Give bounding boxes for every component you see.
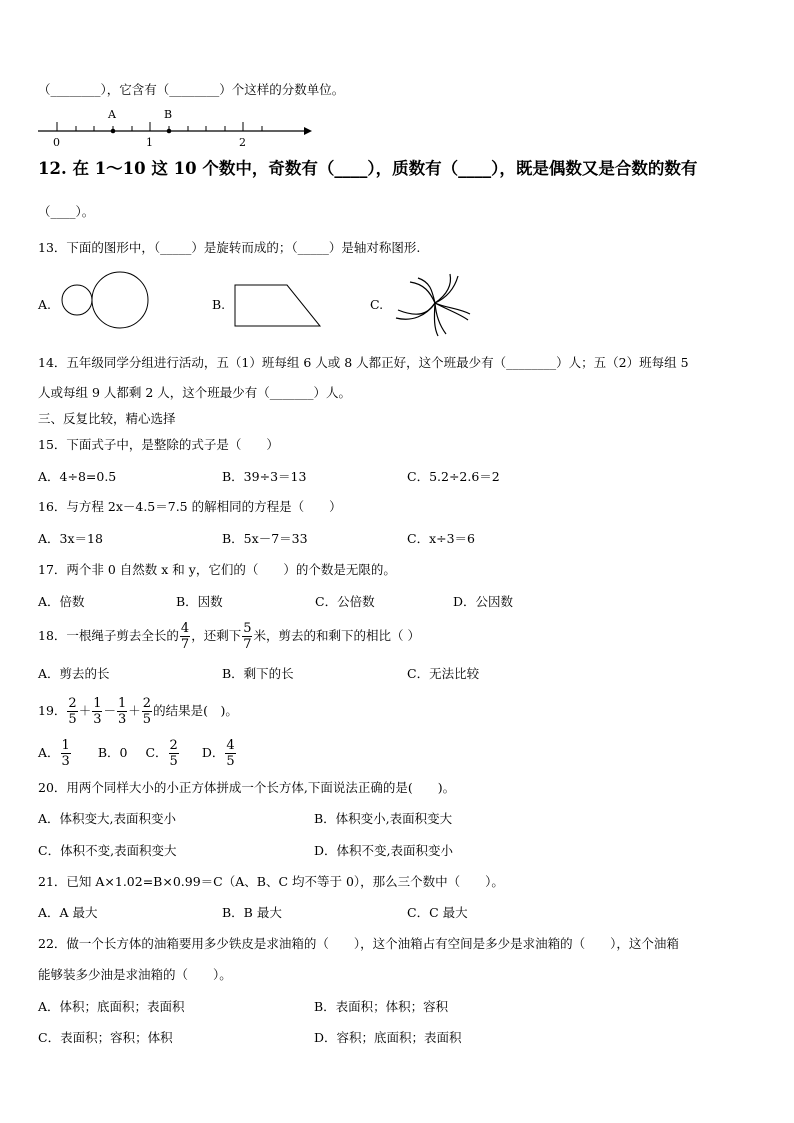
- q19-option-b-label: B．: [97, 745, 120, 760]
- fraction-5-7: $\frac{5}{7}$: [243, 621, 252, 652]
- q15-option-c: C．5.2÷2.6＝2: [407, 469, 500, 484]
- q11-line1: （________），它含有（________）个这样的分数单位。: [38, 82, 345, 97]
- minus-sign: －: [103, 703, 116, 718]
- q17-stem: 17．两个非 0 自然数 x 和 y，它们的（ ）的个数是无限的。: [38, 562, 396, 577]
- q22-line2: 能够装多少油是求油箱的（ ）。: [38, 967, 232, 982]
- q18-text-mid: ，还剩下: [191, 628, 242, 643]
- q20-option-d: D．体积不变,表面积变小: [314, 843, 453, 858]
- q13-option-c: C.: [370, 297, 384, 312]
- pinwheel-figure: [390, 270, 480, 340]
- q16-option-b: B．5x－7＝33: [222, 531, 308, 546]
- q17-option-c: C．公倍数: [315, 594, 375, 609]
- trapezoid-figure: [232, 280, 332, 340]
- q18-option-b: B．剩下的长: [222, 666, 294, 681]
- q20-stem: 20．用两个同样大小的小正方体拼成一个长方体,下面说法正确的是( )。: [38, 780, 456, 795]
- tick-label-1: 1: [146, 136, 153, 149]
- q19-option-a-label: A．: [38, 745, 60, 760]
- q19-options: [38, 736, 237, 770]
- q19-number: 19．: [38, 703, 67, 718]
- fraction: $\frac{1}{3}$: [118, 696, 127, 727]
- q15-option-a: A．4÷8=0.5: [38, 469, 117, 484]
- q18-text-pre: 18．一根绳子剪去全长的: [38, 628, 179, 643]
- q19-stem: [38, 694, 238, 728]
- q22-line1: 22．做一个长方体的油箱要用多少铁皮是求油箱的（ ），这个油箱占有空间是多少是求油箱的（ ），这个油箱: [38, 936, 679, 951]
- q14-line1: 14．五年级同学分组进行活动，五（1）班每组 6 人或 8 人都正好，这个班最少有（________）人；五（2）班每组 5: [38, 355, 689, 370]
- point-b-label: B: [164, 108, 173, 121]
- q22-option-d: D．容积；底面积；表面积: [314, 1030, 462, 1045]
- q13-stem: 13．下面的图形中，（_____）是旋转而成的；（_____）是轴对称图形.: [38, 240, 421, 255]
- q16-option-a: A．3x＝18: [38, 531, 103, 546]
- q19-text-post: 的结果是( )。: [153, 703, 238, 718]
- number-line: [0, 104, 794, 154]
- fraction: $\frac{2}{5}$: [169, 738, 178, 769]
- fraction: $\frac{1}{3}$: [61, 738, 70, 769]
- q22-option-b: B．表面积；体积；容积: [314, 999, 449, 1014]
- q14-line2: 人或每组 9 人都剩 2 人，这个班最少有（_______）人。: [38, 385, 352, 400]
- q13-option-a: A.: [38, 297, 52, 312]
- plus-sign: ＋: [78, 703, 92, 718]
- q18-text-post: 米，剪去的和剩下的相比（ ）: [253, 628, 420, 643]
- q20-option-c: C．体积不变,表面积变大: [38, 843, 177, 858]
- q18-option-a: A．剪去的长: [38, 666, 110, 681]
- fraction: $\frac{2}{5}$: [142, 696, 152, 727]
- q18-stem: [38, 619, 420, 653]
- q22-option-c: C．表面积；容积；体积: [38, 1030, 173, 1045]
- q21-option-b: B．B 最大: [222, 905, 282, 920]
- tick-label-2: 2: [239, 136, 246, 149]
- q12-line2: （____）。: [38, 204, 95, 219]
- q17-option-b: B．因数: [176, 594, 223, 609]
- tick-label-0: 0: [53, 136, 60, 149]
- q15-stem: 15．下面式子中，是整除的式子是（ ）: [38, 437, 279, 452]
- q16-option-c: C．x÷3＝6: [407, 531, 475, 546]
- q22-option-a: A．体积；底面积；表面积: [38, 999, 185, 1014]
- fraction: $\frac{1}{3}$: [93, 696, 102, 727]
- fraction: $\frac{4}{5}$: [226, 738, 235, 769]
- q21-stem: 21．已知 A×1.02=B×0.99＝C（A、B、C 均不等于 0），那么三个数中（ ）。: [38, 874, 504, 889]
- two-circles-figure: [58, 270, 158, 340]
- q17-option-d: D．公因数: [453, 594, 514, 609]
- q18-option-c: C．无法比较: [407, 666, 480, 681]
- section-title: 三、反复比较，精心选择: [38, 411, 176, 426]
- q17-option-a: A．倍数: [38, 594, 85, 609]
- q21-option-c: C．C 最大: [407, 905, 468, 920]
- point-a-label: A: [108, 108, 116, 121]
- q15-option-b: B．39÷3＝13: [222, 469, 307, 484]
- q20-option-b: B．体积变小,表面积变大: [314, 811, 453, 826]
- q19-option-c-label: C．: [145, 745, 168, 760]
- plus-sign: ＋: [128, 703, 141, 718]
- q19-option-b-value: 0: [119, 745, 128, 760]
- q20-option-a: A．体积变大,表面积变小: [38, 811, 177, 826]
- q13-option-b: B.: [212, 297, 226, 312]
- q19-option-d-label: D．: [201, 745, 225, 760]
- fraction: $\frac{2}{5}$: [68, 696, 77, 727]
- q12-line1: 12. 在 1～10 这 10 个数中，奇数有（____），质数有（____），既是偶数又是合数的数有: [38, 159, 698, 178]
- fraction-4-7: $\frac{4}{7}$: [180, 621, 190, 652]
- q16-stem: 16．与方程 2x－4.5＝7.5 的解相同的方程是（ ）: [38, 499, 342, 514]
- q21-option-a: A．A 最大: [38, 905, 98, 920]
